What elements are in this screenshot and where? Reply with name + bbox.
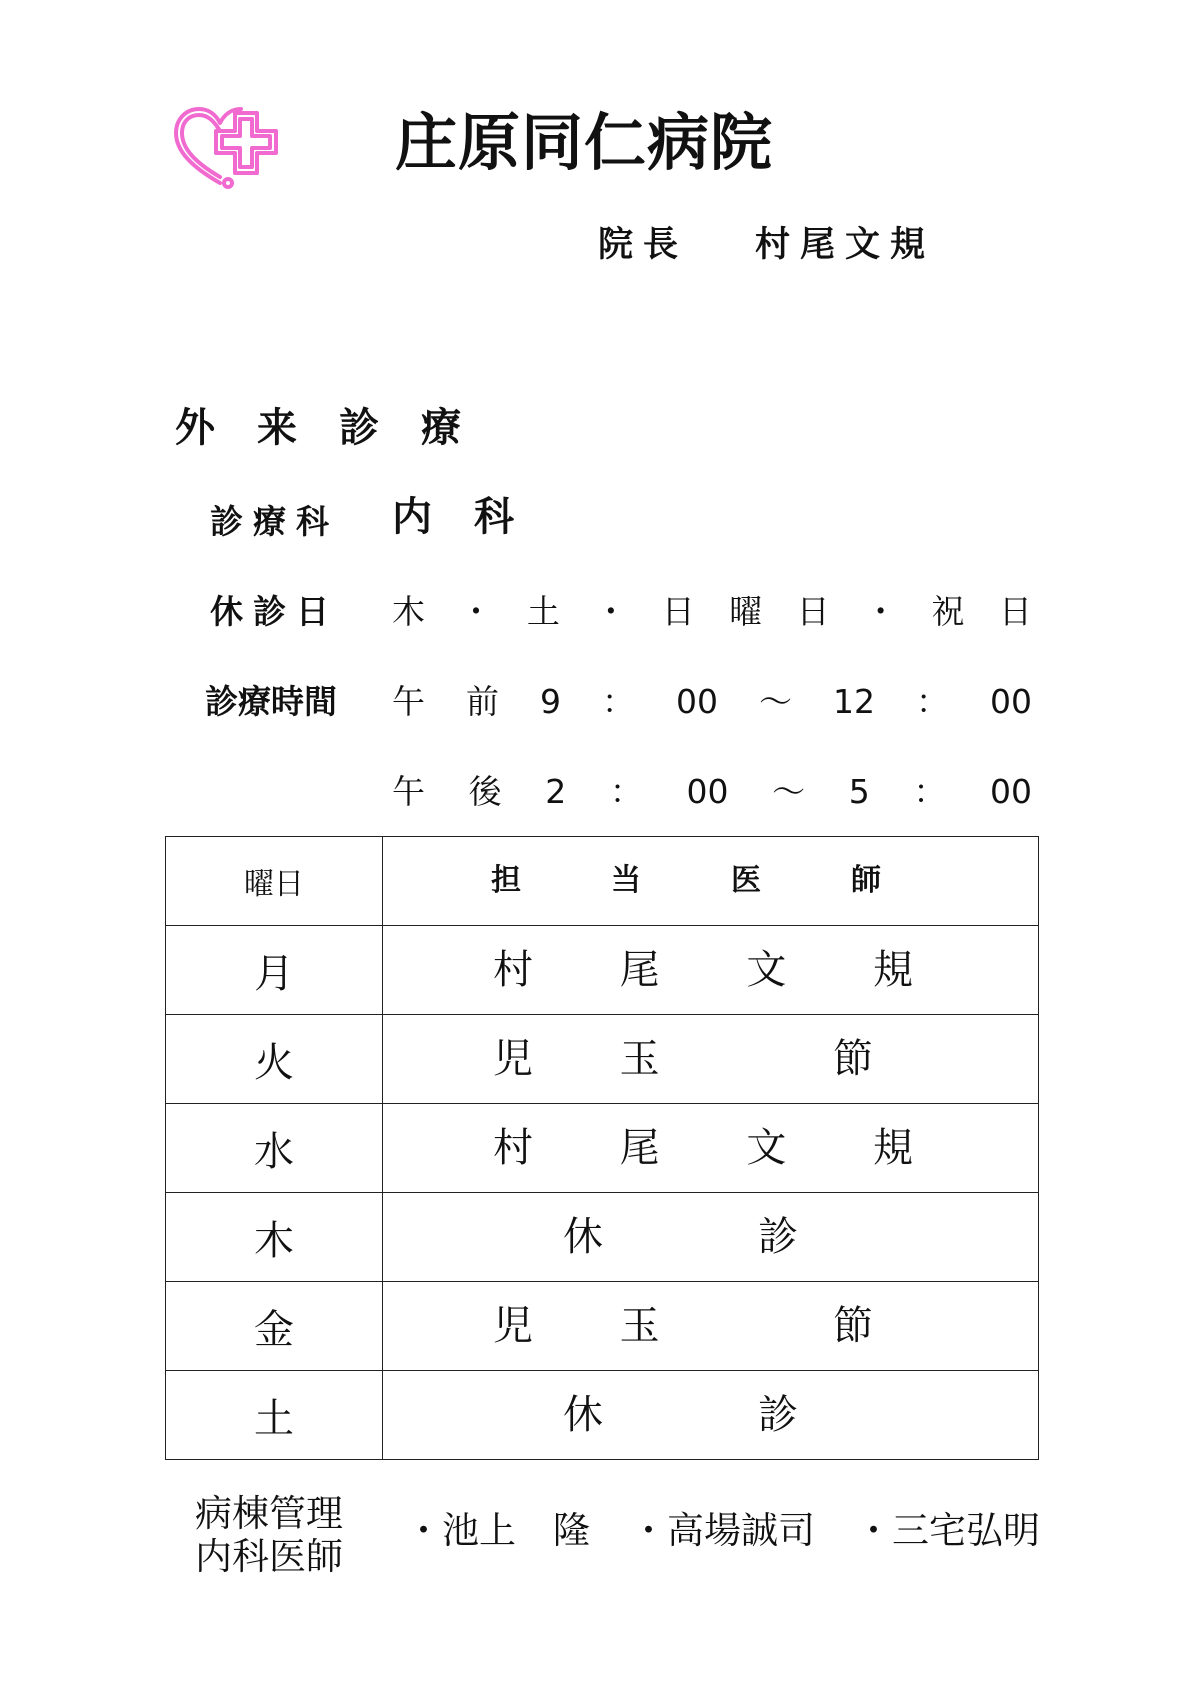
hospital-name: 庄原同仁病院 [395,106,774,179]
doctor-char: 村 [493,1125,533,1171]
department-value: 内科 [392,494,556,540]
morning-hours-token: ： [602,682,635,721]
doctor-char: 節 [832,1036,873,1082]
day-cell: 火 [166,1015,383,1104]
table-row [166,1193,1039,1282]
day-cell: 金 [166,1282,383,1371]
hospital-logo-heart-cross-icon [172,105,304,190]
closed-days-value [392,592,1032,631]
header-doctor [383,837,1039,926]
doctor-cell [383,1282,1039,1371]
header-doctor-char: 医 [731,863,761,898]
doctor-cell [383,1104,1039,1193]
doctor-char: 休 [563,1214,603,1260]
morning-hours-token: 12 [833,682,875,721]
closed-days-token: 日 [661,592,695,631]
day-cell: 土 [166,1371,383,1460]
doctor-cell [383,926,1039,1015]
doctor-char: 規 [872,1125,913,1171]
table-row [166,1282,1039,1371]
afternoon-hours-token: ： [913,772,947,811]
afternoon-hours-token: 00 [990,772,1032,811]
doctor-char: 児 [493,1303,533,1349]
morning-hours-token: 9 [540,682,561,721]
afternoon-hours-token: 2 [545,772,567,811]
ward-doctor: ・高場誠司 [630,1509,815,1552]
morning-hours-token: ～ [759,682,792,721]
header-day: 曜日 [166,837,383,926]
table-row [166,1015,1039,1104]
afternoon-hours-token: 午 [392,772,425,811]
doctor-char: 尾 [619,1125,660,1171]
table-row [166,926,1039,1015]
doctor-char: 文 [746,1125,787,1171]
doctor-schedule-table [165,836,1039,1460]
director-name: 村尾文規 [755,225,936,265]
hours-label: 診療時間 [205,682,337,721]
outpatient-section-title: 外来診療 [175,405,503,451]
closed-days-token: 祝 [931,592,965,631]
morning-hours-token: 前 [466,682,499,721]
closed-days-token: ・ [459,592,493,631]
closed-days-token: 日 [998,592,1032,631]
ward-label-line2: 内科医師 [195,1535,343,1578]
header-doctor-char: 当 [611,863,641,898]
doctor-cell [383,1193,1039,1282]
doctor-char: 休 [563,1392,603,1438]
day-cell: 月 [166,926,383,1015]
closed-days-token: 曜 [729,592,763,631]
doctor-char: 節 [832,1303,873,1349]
afternoon-hours-token: 00 [686,772,729,811]
doctor-char: 玉 [619,1036,660,1082]
doctor-char: 診 [758,1214,798,1260]
closed-days-token: ・ [864,592,898,631]
ward-doctor: ・三宅弘明 [855,1509,1040,1552]
afternoon-hours-token: ： [609,772,643,811]
table-header-row [166,837,1039,926]
closed-days-token: ・ [594,592,628,631]
closed-days-token: 日 [796,592,830,631]
morning-hours-token: 午 [392,682,425,721]
day-cell: 木 [166,1193,383,1282]
doctor-char: 村 [493,947,533,993]
director-title: 院長 [598,225,689,265]
doctor-char: 玉 [619,1303,660,1349]
doctor-char: 児 [493,1036,533,1082]
table-row [166,1104,1039,1193]
table-row [166,1371,1039,1460]
doctor-cell [383,1015,1039,1104]
afternoon-hours-token: 後 [468,772,502,811]
doctor-char: 診 [758,1392,798,1438]
afternoon-hours-token: ～ [772,772,806,811]
doctor-cell [383,1371,1039,1460]
day-cell: 水 [166,1104,383,1193]
ward-label-line1: 病棟管理 [195,1492,343,1535]
afternoon-hours-token: 5 [848,772,870,811]
ward-doctor: ・池上 隆 [405,1509,590,1552]
department-label: 診療科 [210,502,339,541]
doctor-char: 文 [746,947,787,993]
morning-hours-token: ： [916,682,949,721]
header-doctor-char: 担 [491,863,521,898]
afternoon-hours [392,772,1032,811]
doctor-char: 尾 [619,947,660,993]
morning-hours-token: 00 [990,682,1032,721]
doctor-char: 規 [872,947,913,993]
closed-days-label: 休診日 [210,592,339,631]
closed-days-token: 木 [392,592,425,631]
closed-days-token: 土 [526,592,560,631]
morning-hours-token: 00 [676,682,718,721]
ward-label [195,1492,365,1578]
morning-hours [392,682,1032,721]
header-doctor-char: 師 [851,863,881,898]
